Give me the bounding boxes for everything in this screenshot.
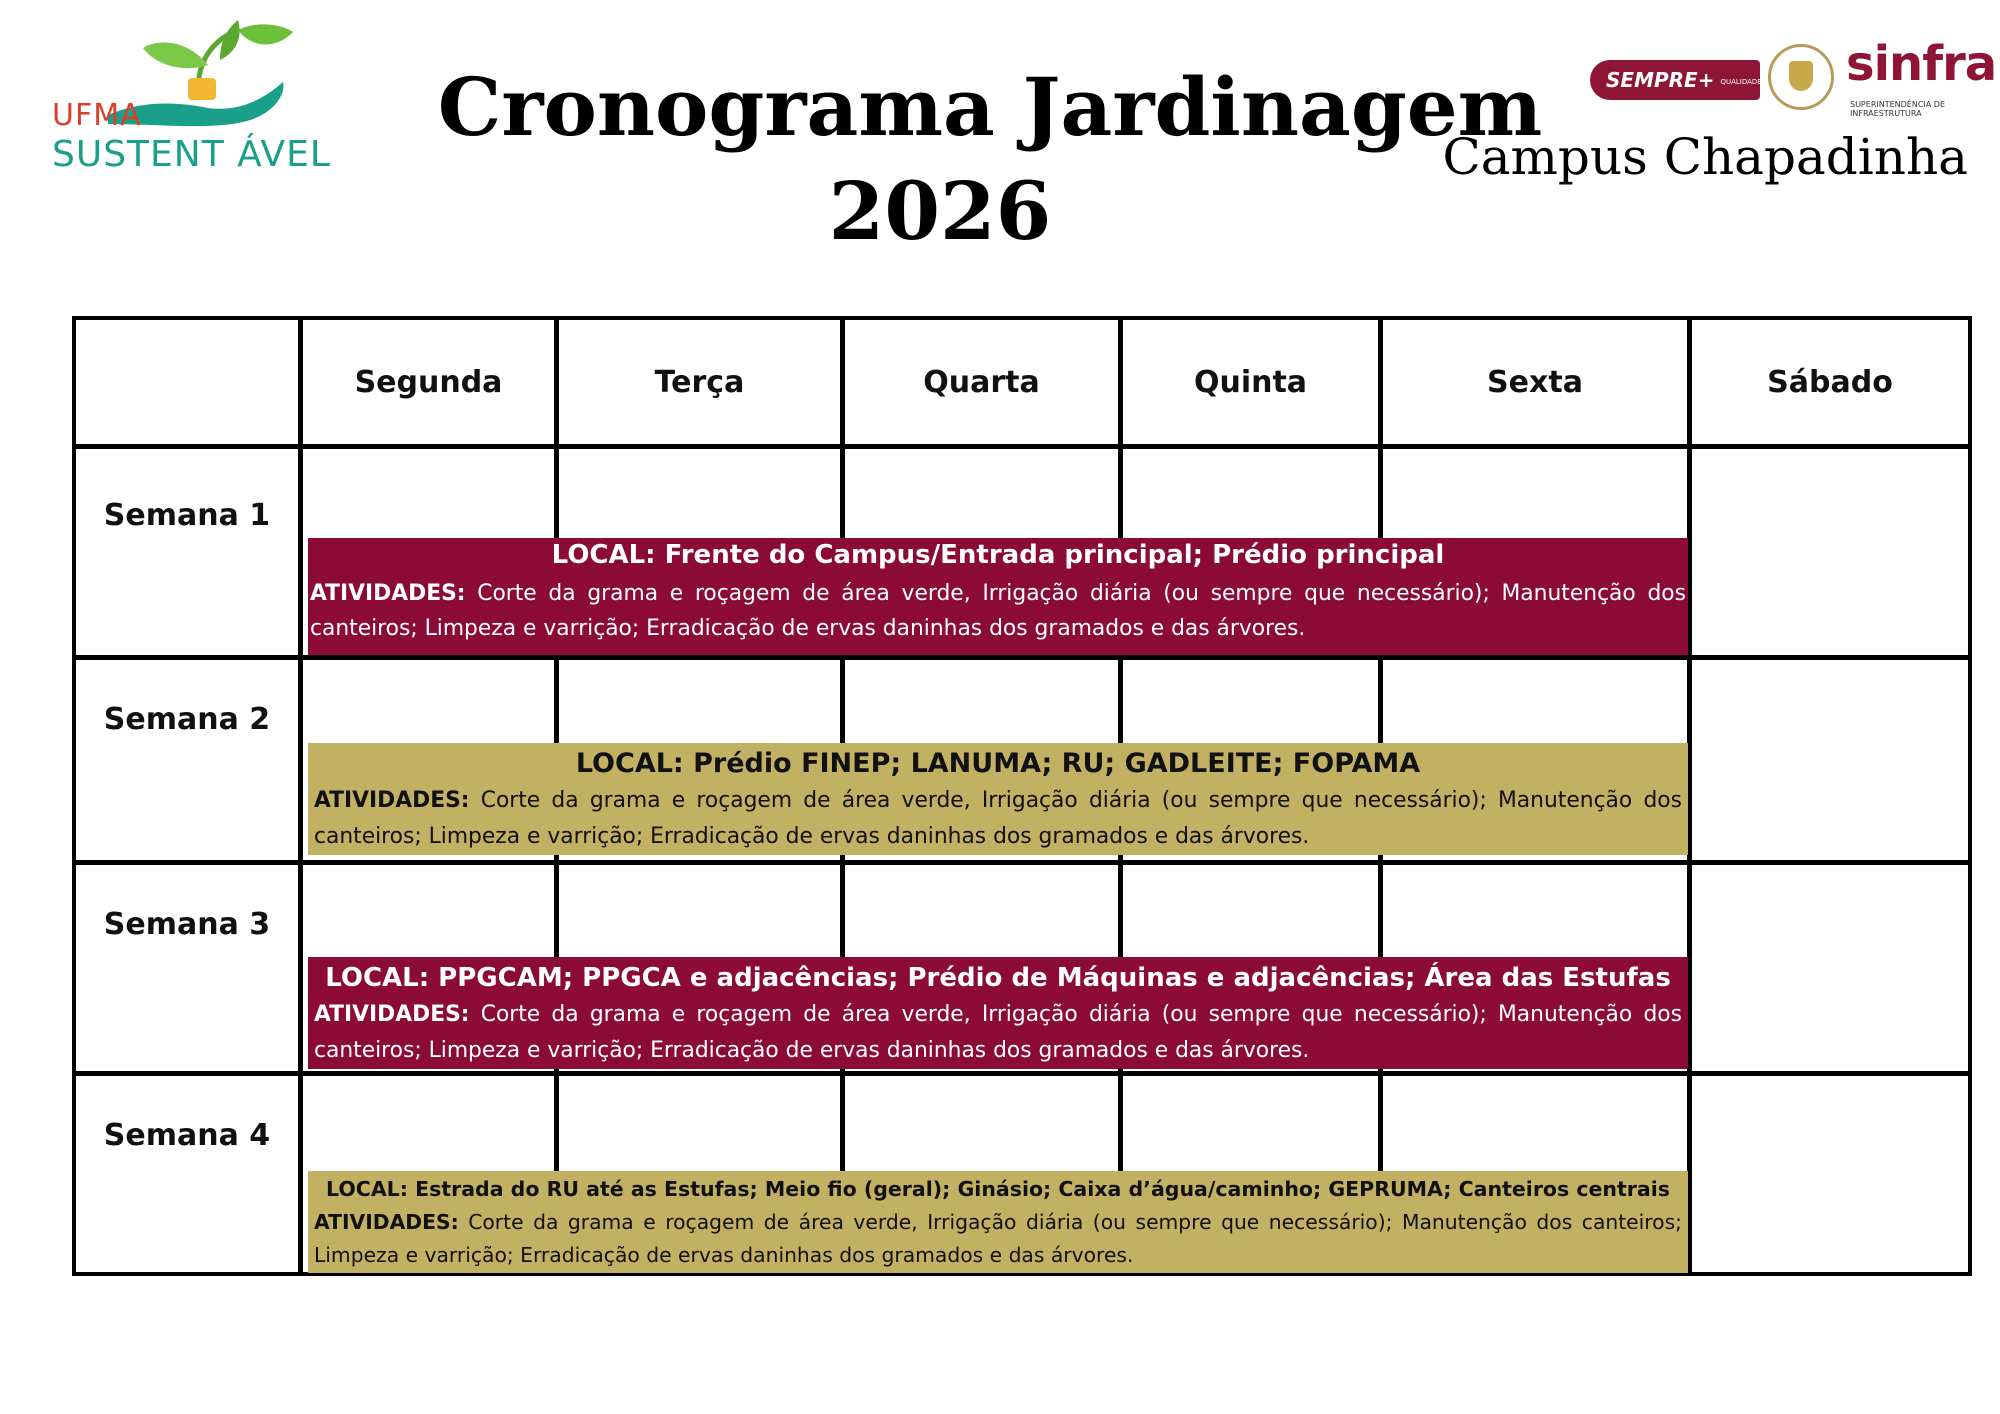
sempre-tagline: QUALIDADE INOVAÇÃO INCLUSÃO [1606,77,1762,127]
week-label-1: Semana 1 [103,498,271,533]
week-4-activities-label: ATIVIDADES: [314,1210,459,1234]
week-1-schedule-band [308,538,1688,655]
ufma-sustentavel-logo [48,20,331,180]
day-header-quarta: Quarta [923,364,1040,400]
week-3-activities-text: Corte da grama e roçagem de área verde, Irrigação diária (ou sempre que necessário); Manutenção dos canteiros; Limpeza e varrição; Erradicação de ervas daninhas dos gramados e das árvores. [314,1002,1682,1063]
week-3-local: LOCAL: PPGCAM; PPGCA e adjacências; Prédio de Máquinas e adjacências; Área das Estufas [325,963,1671,993]
day-header-quinta: Quinta [1193,364,1308,400]
day-header-segunda: Segunda [354,364,503,400]
row-divider [76,1071,1968,1076]
week-4-activities [314,1206,1682,1272]
week-label-4: Semana 4 [103,1117,271,1153]
sinfra-logo-text: sinfra [1846,36,1997,92]
week-2-schedule-band [308,743,1688,855]
sempre-logo [1590,60,1762,127]
row-divider [76,444,1968,449]
week-label-2: Semana 2 [103,701,271,737]
row-divider [76,860,1968,865]
sustentavel-logo-text: SUSTENT ÁVEL [52,134,331,175]
week-1-activities-text: Corte da grama e roçagem de área verde, Irrigação diária (ou sempre que necessário); Manutenção dos canteiros; Limpeza e varrição; Erradicação de ervas daninhas dos gramados e das árvores. [310,581,1686,641]
schedule-table [72,316,1972,1276]
ufma-logo-text: UFMA [52,98,142,133]
week-1-activities-label: ATIVIDADES: [310,581,466,606]
week-4-local: LOCAL: Estrada do RU até as Estufas; Meio fio (geral); Ginásio; Caixa d’água/caminho; GEPRUMA; Canteiros centrais [326,1177,1670,1201]
week-1-local: LOCAL: Frente do Campus/Entrada principal; Prédio principal [551,540,1445,570]
week-2-activities [314,783,1682,855]
title-line-1: Cronograma Jardinagem [437,60,1543,154]
campus-name: Campus Chapadinha [1442,128,1968,186]
week-1-activities [310,576,1686,646]
week-3-activities [314,997,1682,1069]
week-3-schedule-band [308,957,1688,1069]
page-title [430,55,1550,263]
week-3-activities-label: ATIVIDADES: [314,1002,470,1027]
title-line-2: 2026 [828,164,1052,258]
week-4-schedule-band [308,1171,1688,1273]
week-2-activities-label: ATIVIDADES: [314,788,470,813]
day-header-sexta: Sexta [1487,364,1583,400]
row-divider [76,655,1968,660]
week-2-activities-text: Corte da grama e roçagem de área verde, Irrigação diária (ou sempre que necessário); Manutenção dos canteiros; Limpeza e varrição; Erradicação de ervas daninhas dos gramados e das árvores. [314,788,1682,849]
sempre-logo-text: SEMPRE+ [1606,68,1715,92]
week-label-3: Semana 3 [103,906,271,942]
sinfra-subtitle: SUPERINTENDÊNCIA DE INFRAESTRUTURA [1850,100,1946,118]
week-4-activities-text: Corte da grama e roçagem de área verde, Irrigação diária (ou sempre que necessário); Manutenção dos canteiros; Limpeza e varrição; Erradicação de ervas daninhas dos gramados e das árvores. [314,1210,1682,1267]
day-header-terca: Terça [654,364,745,400]
column-divider [298,320,303,1272]
day-header-sabado: Sábado [1767,364,1893,400]
sinfra-logo-group [1590,36,1997,127]
week-2-local: LOCAL: Prédio FINEP; LANUMA; RU; GADLEITE; FOPAMA [575,748,1421,779]
ufma-seal-icon [1768,44,1834,110]
